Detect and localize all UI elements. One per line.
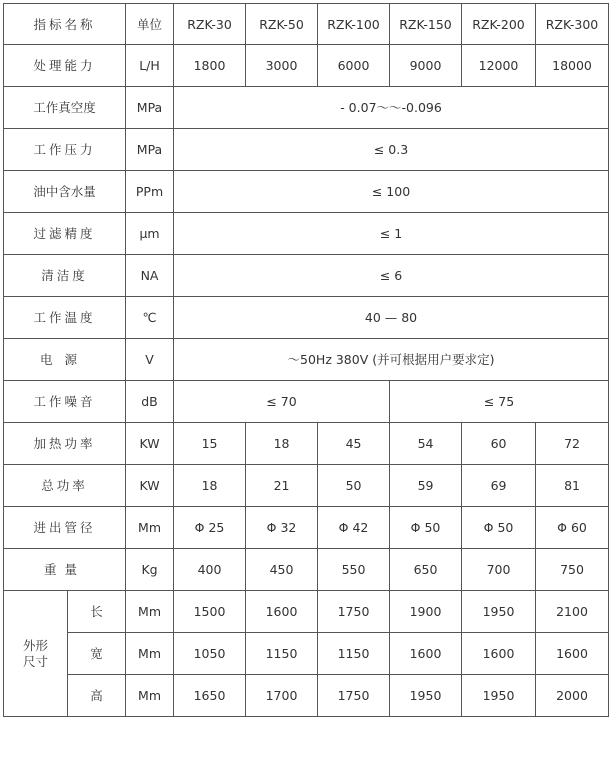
row-unit: KW	[126, 465, 174, 507]
row-unit: MPa	[126, 87, 174, 129]
row-label: 工作噪音	[4, 381, 126, 423]
table-row-length	[4, 591, 609, 633]
merged-value-cell: ～50Hz 380V (并可根据用户要求定)	[174, 339, 609, 381]
value-cell: 1500	[174, 591, 246, 633]
value-cell: 6000	[318, 45, 390, 87]
value-cell: 15	[174, 423, 246, 465]
dimensions-group-text: 外形尺寸	[22, 637, 48, 669]
table-row-noise	[4, 381, 609, 423]
value-cell: 59	[390, 465, 462, 507]
value-cell: 750	[536, 549, 609, 591]
value-cell: 1150	[318, 633, 390, 675]
header-model-cell: RZK-150	[390, 4, 462, 45]
table-row-vacuum	[4, 87, 609, 129]
row-label: 电源	[4, 339, 126, 381]
header-row	[4, 4, 609, 45]
value-cell: Φ 32	[246, 507, 318, 549]
row-unit: V	[126, 339, 174, 381]
header-model-cell: RZK-50	[246, 4, 318, 45]
value-cell: 72	[536, 423, 609, 465]
value-cell: 1600	[462, 633, 536, 675]
row-label: 总功率	[4, 465, 126, 507]
row-unit: μm	[126, 213, 174, 255]
value-cell: 1950	[462, 675, 536, 717]
value-cell: 1950	[390, 675, 462, 717]
merged-value-cell: ≤ 1	[174, 213, 609, 255]
value-cell: 60	[462, 423, 536, 465]
value-cell: 18000	[536, 45, 609, 87]
table-row-width	[4, 633, 609, 675]
value-cell: 54	[390, 423, 462, 465]
value-cell: 650	[390, 549, 462, 591]
table-row-cleanliness	[4, 255, 609, 297]
row-label: 清洁度	[4, 255, 126, 297]
value-cell: 81	[536, 465, 609, 507]
value-cell: 21	[246, 465, 318, 507]
value-cell: 1600	[390, 633, 462, 675]
value-cell: 1050	[174, 633, 246, 675]
value-cell: 1600	[246, 591, 318, 633]
header-model-cell: RZK-200	[462, 4, 536, 45]
value-cell: 1600	[536, 633, 609, 675]
value-cell: 12000	[462, 45, 536, 87]
value-cell: 2100	[536, 591, 609, 633]
row-unit: ℃	[126, 297, 174, 339]
value-cell: 1900	[390, 591, 462, 633]
value-cell: 1750	[318, 591, 390, 633]
value-cell: 550	[318, 549, 390, 591]
table-row-precision	[4, 213, 609, 255]
spec-table	[3, 3, 609, 717]
value-cell: 400	[174, 549, 246, 591]
value-cell: Φ 50	[462, 507, 536, 549]
merged-value-cell: ≤ 6	[174, 255, 609, 297]
row-label: 进出管径	[4, 507, 126, 549]
value-cell: 1150	[246, 633, 318, 675]
row-unit: Mm	[126, 507, 174, 549]
merged-value-cell: - 0.07～～-0.096	[174, 87, 609, 129]
value-cell: 450	[246, 549, 318, 591]
value-cell: Φ 42	[318, 507, 390, 549]
value-cell: 50	[318, 465, 390, 507]
value-cell: Φ 50	[390, 507, 462, 549]
header-name-cell: 指标名称	[4, 4, 126, 45]
table-row-water	[4, 171, 609, 213]
row-unit: Mm	[126, 633, 174, 675]
value-cell: 45	[318, 423, 390, 465]
table-row-total-power	[4, 465, 609, 507]
row-unit: KW	[126, 423, 174, 465]
value-cell: 69	[462, 465, 536, 507]
header-model-cell: RZK-100	[318, 4, 390, 45]
header-unit-cell: 单位	[126, 4, 174, 45]
value-cell: Φ 60	[536, 507, 609, 549]
value-cell: 3000	[246, 45, 318, 87]
row-label: 宽	[68, 633, 126, 675]
table-row-pipe	[4, 507, 609, 549]
table-row-heating	[4, 423, 609, 465]
dimensions-group-label	[4, 591, 68, 717]
row-label: 处理能力	[4, 45, 126, 87]
header-model-cell: RZK-30	[174, 4, 246, 45]
row-unit: dB	[126, 381, 174, 423]
value-cell: 2000	[536, 675, 609, 717]
row-label: 工作压力	[4, 129, 126, 171]
row-unit: Mm	[126, 675, 174, 717]
row-label: 工作真空度	[4, 87, 126, 129]
row-label: 长	[68, 591, 126, 633]
row-label: 加热功率	[4, 423, 126, 465]
merged-value-cell: ≤ 0.3	[174, 129, 609, 171]
merged-value-cell: 40 — 80	[174, 297, 609, 339]
value-cell: 9000	[390, 45, 462, 87]
row-unit: MPa	[126, 129, 174, 171]
value-cell: 1750	[318, 675, 390, 717]
row-label: 高	[68, 675, 126, 717]
value-cell: 1950	[462, 591, 536, 633]
header-model-cell: RZK-300	[536, 4, 609, 45]
value-cell: Φ 25	[174, 507, 246, 549]
table-row-weight	[4, 549, 609, 591]
merged-value-cell: ≤ 100	[174, 171, 609, 213]
merged-value-cell: ≤ 75	[390, 381, 609, 423]
row-label: 过滤精度	[4, 213, 126, 255]
row-label: 油中含水量	[4, 171, 126, 213]
row-unit: PPm	[126, 171, 174, 213]
table-row-temperature	[4, 297, 609, 339]
value-cell: 18	[246, 423, 318, 465]
value-cell: 1700	[246, 675, 318, 717]
value-cell: 1650	[174, 675, 246, 717]
merged-value-cell: ≤ 70	[174, 381, 390, 423]
row-label: 工作温度	[4, 297, 126, 339]
table-row-height	[4, 675, 609, 717]
row-unit: L/H	[126, 45, 174, 87]
table-row-pressure	[4, 129, 609, 171]
value-cell: 1800	[174, 45, 246, 87]
row-label: 重量	[4, 549, 126, 591]
row-unit: Mm	[126, 591, 174, 633]
row-unit: NA	[126, 255, 174, 297]
value-cell: 700	[462, 549, 536, 591]
table-row-power-supply	[4, 339, 609, 381]
value-cell: 18	[174, 465, 246, 507]
row-unit: Kg	[126, 549, 174, 591]
table-row-capacity	[4, 45, 609, 87]
